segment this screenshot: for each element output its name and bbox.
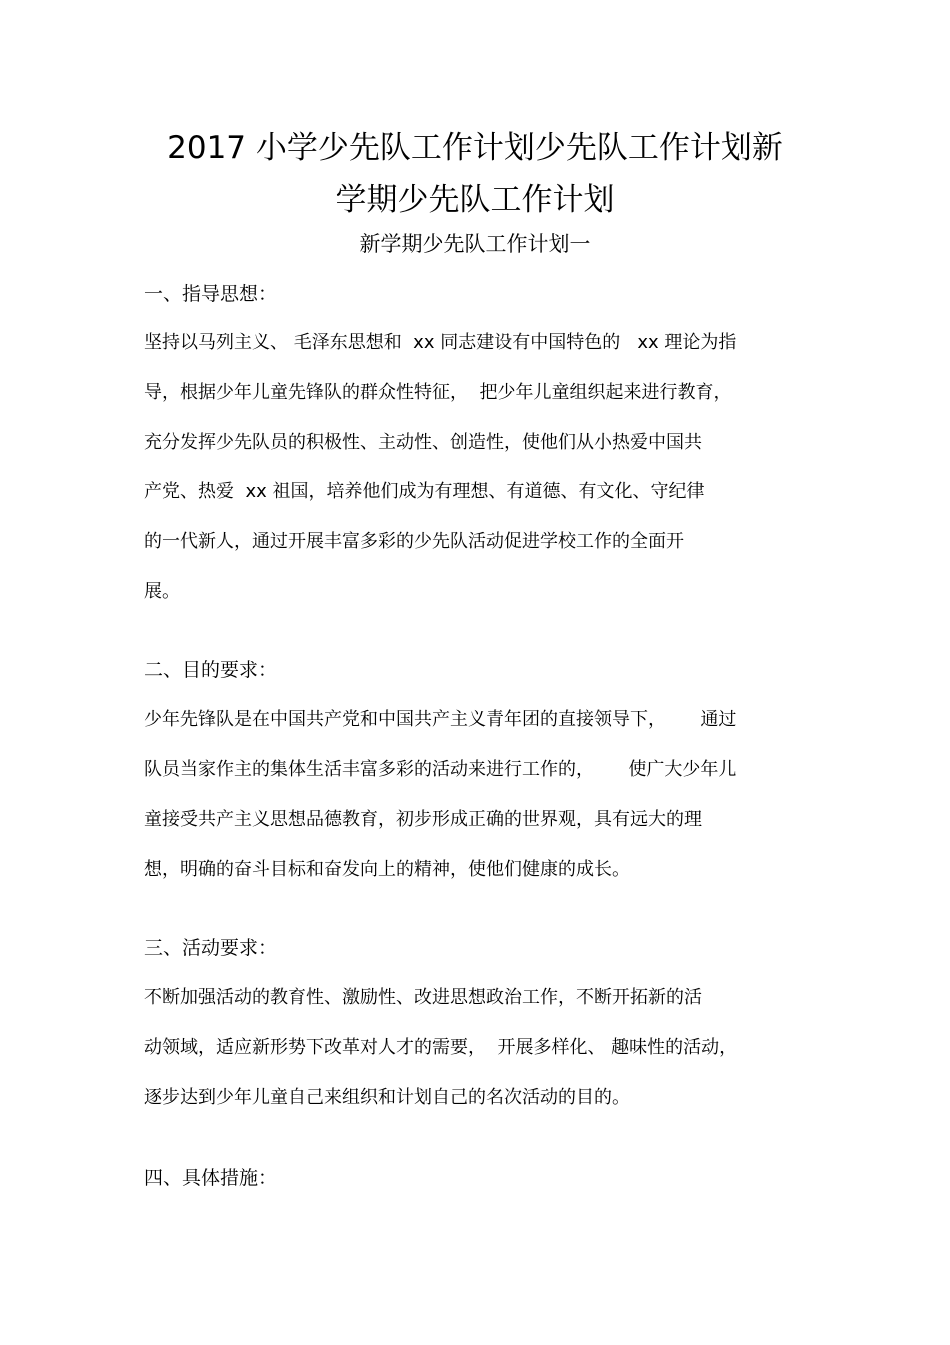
section-heading-guiding-ideology: 一、指导思想： [144,283,278,305]
paragraph-line: 的一代新人，通过开展丰富多彩的少先队活动促进学校工作的全面开 [144,531,684,552]
paragraph-line: 队员当家作主的集体生活丰富多彩的活动来进行工作的， 使广大少年儿 [144,759,737,780]
paragraph-line: 不断加强活动的教育性、激励性、改进思想政治工作，不断开拓新的活 [144,987,702,1008]
document-title-line-2: 学期少先队工作计划 [335,182,615,218]
paragraph-line: 想，明确的奋斗目标和奋发向上的精神，使他们健康的成长。 [144,859,630,880]
paragraph-line: 坚持以马列主义、 毛泽东思想和 xx 同志建设有中国特色的 xx 理论为指 [144,332,737,353]
paragraph-line: 导，根据少年儿童先锋队的群众性特征， 把少年儿童组织起来进行教育， [144,382,732,403]
section-heading-specific-measures: 四、具体措施： [144,1167,278,1189]
paragraph-line: 展。 [144,581,180,602]
paragraph-line: 动领域，适应新形势下改革对人才的需要， 开展多样化、 趣味性的活动， [144,1037,738,1058]
paragraph-line: 产党、热爱 xx 祖国，培养他们成为有理想、有道德、有文化、守纪律 [144,481,705,502]
document-title-line-1: 2017 小学少先队工作计划少先队工作计划新 [167,130,783,166]
document-subtitle: 新学期少先队工作计划一 [359,232,591,256]
paragraph-line: 充分发挥少先队员的积极性、主动性、创造性，使他们从小热爱中国共 [144,432,702,453]
paragraph-line: 逐步达到少年儿童自己来组织和计划自己的名次活动的目的。 [144,1087,630,1108]
paragraph-line: 少年先锋队是在中国共产党和中国共产主义青年团的直接领导下， 通过 [144,709,737,730]
paragraph-line: 童接受共产主义思想品德教育，初步形成正确的世界观，具有远大的理 [144,809,702,830]
section-heading-objectives: 二、目的要求： [144,659,278,681]
section-heading-activity-requirements: 三、活动要求： [144,937,278,959]
